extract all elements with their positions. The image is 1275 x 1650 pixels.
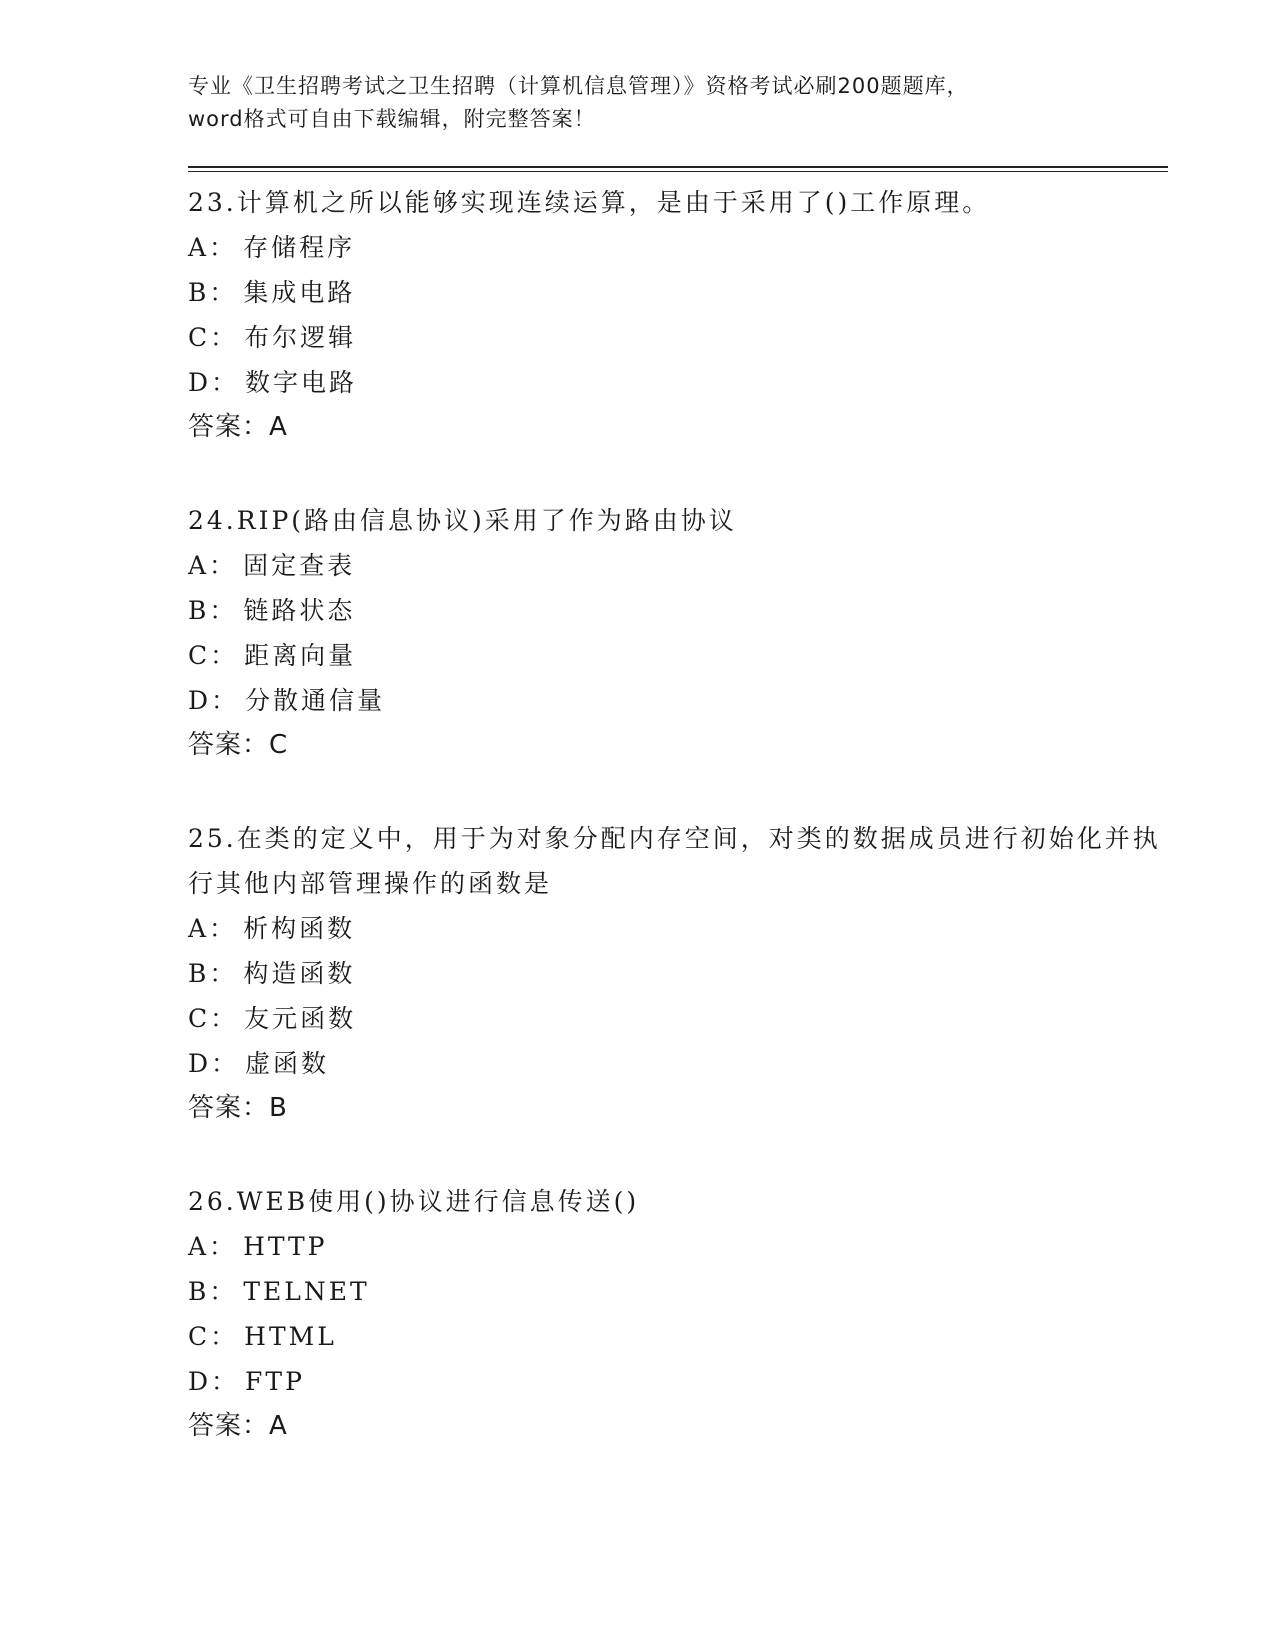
option-a xyxy=(188,543,1168,588)
option-d xyxy=(188,1359,1168,1404)
option-c xyxy=(188,633,1168,678)
option-text: 布尔逻辑 xyxy=(244,323,357,352)
option-b xyxy=(188,270,1168,315)
question-24 xyxy=(188,498,1168,768)
question-stem: 24.RIP(路由信息协议)采用了作为路由协议 xyxy=(188,506,737,535)
question-stem: 23.计算机之所以能够实现连续运算，是由于采用了()工作原理。 xyxy=(188,188,991,217)
option-label: B： xyxy=(188,959,238,988)
question-stem: 25.在类的定义中，用于为对象分配内存空间，对类的数据成员进行初始化并执行其他内部管理操作的函数是 xyxy=(188,824,1161,898)
option-label: A： xyxy=(188,551,238,580)
option-d xyxy=(188,360,1168,405)
header-line-2: word格式可自由下载编辑，附完整答案！ xyxy=(188,107,596,131)
option-label: B： xyxy=(188,596,238,625)
option-c xyxy=(188,1314,1168,1359)
option-text: 析构函数 xyxy=(243,914,356,943)
option-text: 友元函数 xyxy=(244,1004,357,1033)
option-label: A： xyxy=(188,914,238,943)
answer: 答案：A xyxy=(188,412,288,442)
option-text: TELNET xyxy=(243,1277,370,1306)
option-text: 虚函数 xyxy=(245,1049,330,1078)
option-a xyxy=(188,225,1168,270)
option-text: 数字电路 xyxy=(245,368,358,397)
option-label: A： xyxy=(188,1232,238,1261)
option-label: D： xyxy=(188,686,240,715)
option-text: 链路状态 xyxy=(243,596,356,625)
option-label: C： xyxy=(188,1322,239,1351)
option-label: D： xyxy=(188,368,240,397)
option-d xyxy=(188,678,1168,723)
question-26 xyxy=(188,1179,1168,1449)
option-d xyxy=(188,1041,1168,1086)
option-text: HTML xyxy=(244,1322,337,1351)
option-text: 分散通信量 xyxy=(245,686,386,715)
question-25 xyxy=(188,816,1168,1131)
option-text: FTP xyxy=(245,1367,305,1396)
question-list xyxy=(188,180,1168,1449)
option-label: C： xyxy=(188,641,239,670)
option-text: 集成电路 xyxy=(243,278,356,307)
option-label: D： xyxy=(188,1367,240,1396)
option-text: HTTP xyxy=(243,1232,328,1261)
document-header xyxy=(188,70,1168,136)
option-label: A： xyxy=(188,233,238,262)
answer: 答案：A xyxy=(188,1411,288,1441)
option-label: C： xyxy=(188,1004,239,1033)
option-b xyxy=(188,951,1168,996)
question-23 xyxy=(188,180,1168,450)
option-text: 固定查表 xyxy=(243,551,356,580)
option-label: D： xyxy=(188,1049,240,1078)
option-c xyxy=(188,315,1168,360)
option-text: 构造函数 xyxy=(243,959,356,988)
option-c xyxy=(188,996,1168,1041)
option-label: B： xyxy=(188,278,238,307)
option-b xyxy=(188,588,1168,633)
answer: 答案：B xyxy=(188,1093,288,1123)
option-label: B： xyxy=(188,1277,238,1306)
document-page xyxy=(188,70,1168,1497)
option-label: C： xyxy=(188,323,239,352)
option-a xyxy=(188,1224,1168,1269)
option-a xyxy=(188,906,1168,951)
question-stem: 26.WEB使用()协议进行信息传送() xyxy=(188,1187,640,1216)
answer: 答案：C xyxy=(188,730,289,760)
option-text: 距离向量 xyxy=(244,641,357,670)
option-text: 存储程序 xyxy=(243,233,356,262)
option-b xyxy=(188,1269,1168,1314)
header-line-1: 专业《卫生招聘考试之卫生招聘（计算机信息管理）》资格考试必刷200题题库， xyxy=(188,74,969,98)
header-divider xyxy=(188,166,1168,168)
